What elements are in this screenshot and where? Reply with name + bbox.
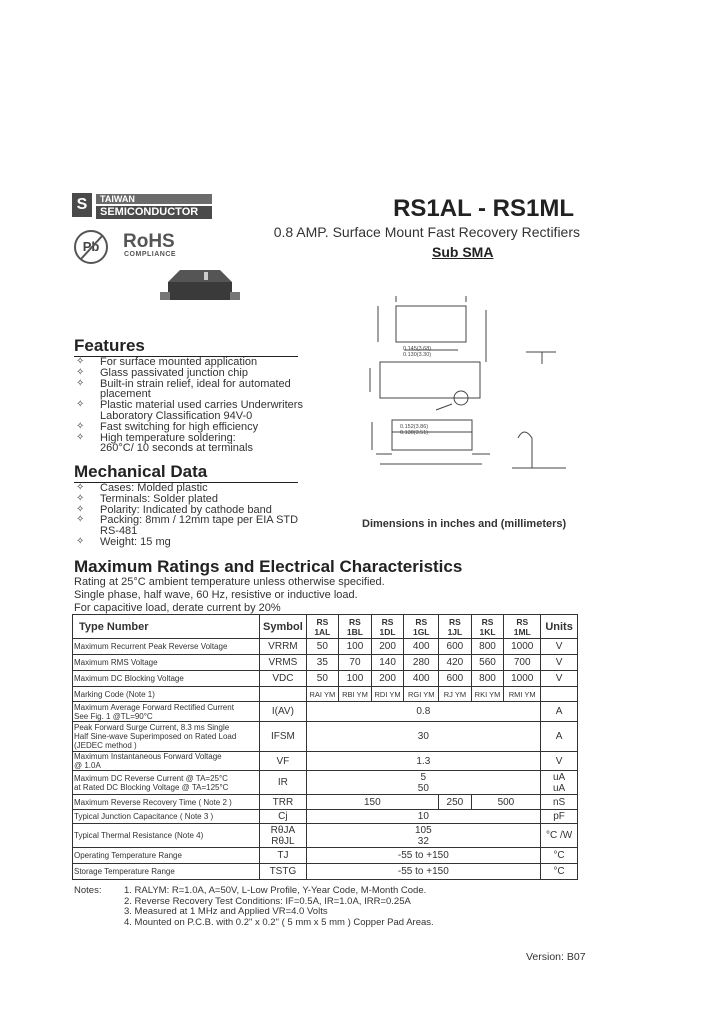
unit-cell: °C — [541, 848, 578, 864]
mechanical-title: Mechanical Data — [74, 462, 208, 481]
features-list — [74, 357, 314, 454]
param-cell: Maximum DC Reverse Current @ TA=25°C at Rated DC Blocking Voltage @ TA=125°C — [73, 771, 260, 795]
param-cell: Operating Temperature Range — [73, 848, 260, 864]
dimension-caption: Dimensions in inches and (millimeters) — [362, 518, 567, 530]
value-cell: 0.8 — [306, 702, 541, 722]
unit-cell — [541, 687, 578, 702]
value-cell: RAI YM — [306, 687, 339, 702]
symbol-cell: TSTG — [260, 864, 306, 880]
value-cell: 250 — [439, 795, 472, 810]
table-row — [73, 752, 578, 771]
value-cell: 105 32 — [306, 824, 541, 848]
package-type: Sub SMA — [432, 244, 494, 260]
table-row — [73, 671, 578, 687]
list-item-text: Built-in strain relief, ideal for automated placement — [100, 377, 291, 401]
bullet-icon: ✧ — [76, 366, 85, 378]
param-cell: Typical Junction Capacitance ( Note 3 ) — [73, 810, 260, 824]
bullet-icon: ✧ — [76, 356, 85, 367]
value-cell: 1.3 — [306, 752, 541, 771]
ratings-table — [72, 614, 578, 880]
value-cell: 100 — [339, 671, 372, 687]
ratings-note-3: For capacitive load, derate current by 20% — [74, 602, 281, 614]
table-row — [73, 687, 578, 702]
version-label: Version: B07 — [526, 951, 586, 963]
table-row — [73, 795, 578, 810]
rohs-compliance: COMPLIANCE — [124, 251, 177, 258]
footnote-item: 1. RALYM: R=1.0A, A=50V, L-Low Profile, Y-Year Code, M-Month Code. — [124, 885, 427, 896]
bullet-icon: ✧ — [76, 492, 85, 504]
param-cell: Marking Code (Note 1) — [73, 687, 260, 702]
value-cell: 420 — [439, 655, 472, 671]
value-cell: 560 — [471, 655, 504, 671]
mechanical-list — [74, 483, 314, 548]
table-row — [73, 655, 578, 671]
package-photo — [160, 262, 242, 312]
table-row — [73, 864, 578, 880]
list-item-text: Weight: 15 mg — [100, 535, 171, 548]
value-cell: -55 to +150 — [306, 848, 541, 864]
bullet-icon: ✧ — [76, 482, 85, 493]
list-item-text: Cases: Molded plastic — [100, 482, 208, 494]
rohs-label: RoHS — [123, 231, 175, 252]
symbol-cell: I(AV) — [260, 702, 306, 722]
param-cell: Maximum Average Forward Rectified Current See Fig. 1 @TL=90°C — [73, 702, 260, 722]
value-cell: 50 — [306, 639, 339, 655]
value-cell: RMI YM — [504, 687, 541, 702]
list-item-text: Terminals: Solder plated — [100, 492, 219, 505]
value-cell: 280 — [404, 655, 439, 671]
value-cell: 800 — [471, 639, 504, 655]
value-cell: RJ YM — [439, 687, 472, 702]
header-part: RS 1GL — [404, 615, 439, 639]
symbol-cell: TRR — [260, 795, 306, 810]
unit-cell: V — [541, 639, 578, 655]
header-part: RS 1KL — [471, 615, 504, 639]
unit-cell: °C — [541, 864, 578, 880]
param-cell: Storage Temperature Range — [73, 864, 260, 880]
dim-bottom-value2: 0.138(3.51) — [400, 430, 429, 436]
dim-label-bottom — [400, 424, 428, 436]
header-part: RS 1JL — [439, 615, 472, 639]
header-units: Units — [541, 615, 578, 639]
list-item — [74, 433, 314, 455]
footnote-item: 3. Measured at 1 MHz and Applied VR=4.0 Volts — [124, 906, 328, 917]
symbol-cell: TJ — [260, 848, 306, 864]
symbol-cell: RθJA RθJL — [260, 824, 306, 848]
company-name-line1: TAIWAN — [96, 194, 212, 204]
value-cell: 400 — [404, 639, 439, 655]
param-cell: Maximum RMS Voltage — [73, 655, 260, 671]
features-section — [74, 336, 298, 357]
param-cell: Maximum Recurrent Peak Reverse Voltage — [73, 639, 260, 655]
ratings-note-1: Rating at 25°C ambient temperature unless otherwise specified. — [74, 576, 385, 588]
bullet-icon: ✧ — [76, 399, 85, 411]
mechanical-section — [74, 462, 298, 483]
param-cell: Maximum Instantaneous Forward Voltage @ 1.0A — [73, 752, 260, 771]
header-symbol: Symbol — [260, 615, 306, 639]
dim-bottom-value: 0.152(3.86) — [400, 424, 429, 430]
symbol-cell: Cj — [260, 810, 306, 824]
value-cell: 200 — [371, 671, 404, 687]
list-item-text: Packing: 8mm / 12mm tape per EIA STD RS-481 — [100, 514, 299, 538]
unit-cell: A — [541, 722, 578, 752]
value-cell: -55 to +150 — [306, 864, 541, 880]
unit-cell: V — [541, 752, 578, 771]
unit-cell: V — [541, 655, 578, 671]
list-item-text: Plastic material used carries Underwriters Laboratory Classification 94V-0 — [100, 399, 303, 422]
param-cell: Maximum DC Blocking Voltage — [73, 671, 260, 687]
header-type-number: Type Number — [73, 615, 260, 639]
symbol-cell: VDC — [260, 671, 306, 687]
pb-strike-icon — [74, 230, 108, 264]
dim-top-value2: 0.130(3.30) — [403, 352, 432, 358]
value-cell: 600 — [439, 671, 472, 687]
value-cell: RKI YM — [471, 687, 504, 702]
value-cell: 400 — [404, 671, 439, 687]
footnotes-label: Notes: — [74, 885, 102, 896]
header-part: RS 1DL — [371, 615, 404, 639]
list-item-text: Polarity: Indicated by cathode band — [100, 503, 272, 516]
table-row — [73, 824, 578, 848]
value-cell: RDI YM — [371, 687, 404, 702]
ratings-note-2: Single phase, half wave, 60 Hz, resistive or inductive load. — [74, 589, 358, 601]
value-cell: 70 — [339, 655, 372, 671]
value-cell: 35 — [306, 655, 339, 671]
table-row — [73, 722, 578, 752]
value-cell: 150 — [306, 795, 439, 810]
symbol-cell: VRMS — [260, 655, 306, 671]
value-cell: 200 — [371, 639, 404, 655]
header-part: RS 1AL — [306, 615, 339, 639]
table-row — [73, 702, 578, 722]
value-cell: 30 — [306, 722, 541, 752]
value-cell: 140 — [371, 655, 404, 671]
ratings-title: Maximum Ratings and Electrical Characteristics — [74, 557, 463, 576]
param-cell: Typical Thermal Resistance (Note 4) — [73, 824, 260, 848]
list-item — [74, 400, 314, 422]
header-part: RS 1ML — [504, 615, 541, 639]
pb-label: Pb — [82, 239, 100, 254]
list-item-text: Fast switching for high efficiency — [100, 420, 259, 433]
bullet-icon: ✧ — [76, 535, 85, 547]
list-item-text: High temperature soldering: 260°C/ 10 seconds at terminals — [100, 431, 253, 455]
value-cell: 10 — [306, 810, 541, 824]
footnote-item: 2. Reverse Recovery Test Conditions: IF=0.5A, IR=1.0A, IRR=0.25A — [124, 895, 411, 907]
bullet-icon: ✧ — [76, 514, 85, 526]
unit-cell: °C /W — [541, 824, 578, 848]
param-cell: Maximum Reverse Recovery Time ( Note 2 ) — [73, 795, 260, 810]
bullet-icon: ✧ — [76, 377, 85, 389]
unit-cell: uA uA — [541, 771, 578, 795]
product-description: 0.8 AMP. Surface Mount Fast Recovery Rectifiers — [273, 224, 580, 240]
symbol-cell: VRRM — [260, 639, 306, 655]
bullet-icon: ✧ — [76, 431, 85, 443]
unit-cell: nS — [541, 795, 578, 810]
part-number-range: RS1AL - RS1ML — [393, 195, 574, 222]
unit-cell: A — [541, 702, 578, 722]
value-cell: 600 — [439, 639, 472, 655]
list-item-text: For surface mounted application — [100, 356, 258, 368]
table-header-row — [73, 615, 578, 639]
list-item — [74, 515, 314, 537]
table-row — [73, 639, 578, 655]
company-logo: S — [72, 193, 92, 217]
footnotes-list — [124, 886, 434, 928]
unit-cell: V — [541, 671, 578, 687]
value-cell: 100 — [339, 639, 372, 655]
bullet-icon: ✧ — [76, 503, 85, 515]
table-row — [73, 848, 578, 864]
company-name-line2: SEMICONDUCTOR — [96, 206, 212, 219]
bullet-icon: ✧ — [76, 420, 85, 432]
list-item-text: Glass passivated junction chip — [100, 366, 248, 379]
value-cell: RGI YM — [404, 687, 439, 702]
list-item — [74, 379, 314, 401]
value-cell: 500 — [471, 795, 540, 810]
table-row — [73, 771, 578, 795]
value-cell: 1000 — [504, 639, 541, 655]
dim-label-top — [403, 346, 431, 358]
unit-cell: pF — [541, 810, 578, 824]
symbol-cell — [260, 687, 306, 702]
symbol-cell: VF — [260, 752, 306, 771]
value-cell: 5 50 — [306, 771, 541, 795]
value-cell: 1000 — [504, 671, 541, 687]
symbol-cell: IR — [260, 771, 306, 795]
header-part: RS 1BL — [339, 615, 372, 639]
dimension-drawing — [356, 292, 576, 492]
list-item — [74, 537, 314, 548]
symbol-cell: IFSM — [260, 722, 306, 752]
value-cell: 700 — [504, 655, 541, 671]
dim-top-value: 0.145(3.68) — [403, 346, 432, 352]
value-cell: RBI YM — [339, 687, 372, 702]
features-title: Features — [74, 336, 145, 355]
value-cell: 50 — [306, 671, 339, 687]
value-cell: 800 — [471, 671, 504, 687]
table-row — [73, 810, 578, 824]
param-cell: Peak Forward Surge Current, 8.3 ms Single Half Sine-wave Superimposed on Rated Load (JEDEC method ) — [73, 722, 260, 752]
footnote-item: 4. Mounted on P.C.B. with 0.2" x 0.2" ( 5 mm x 5 mm ) Copper Pad Areas. — [124, 916, 434, 928]
